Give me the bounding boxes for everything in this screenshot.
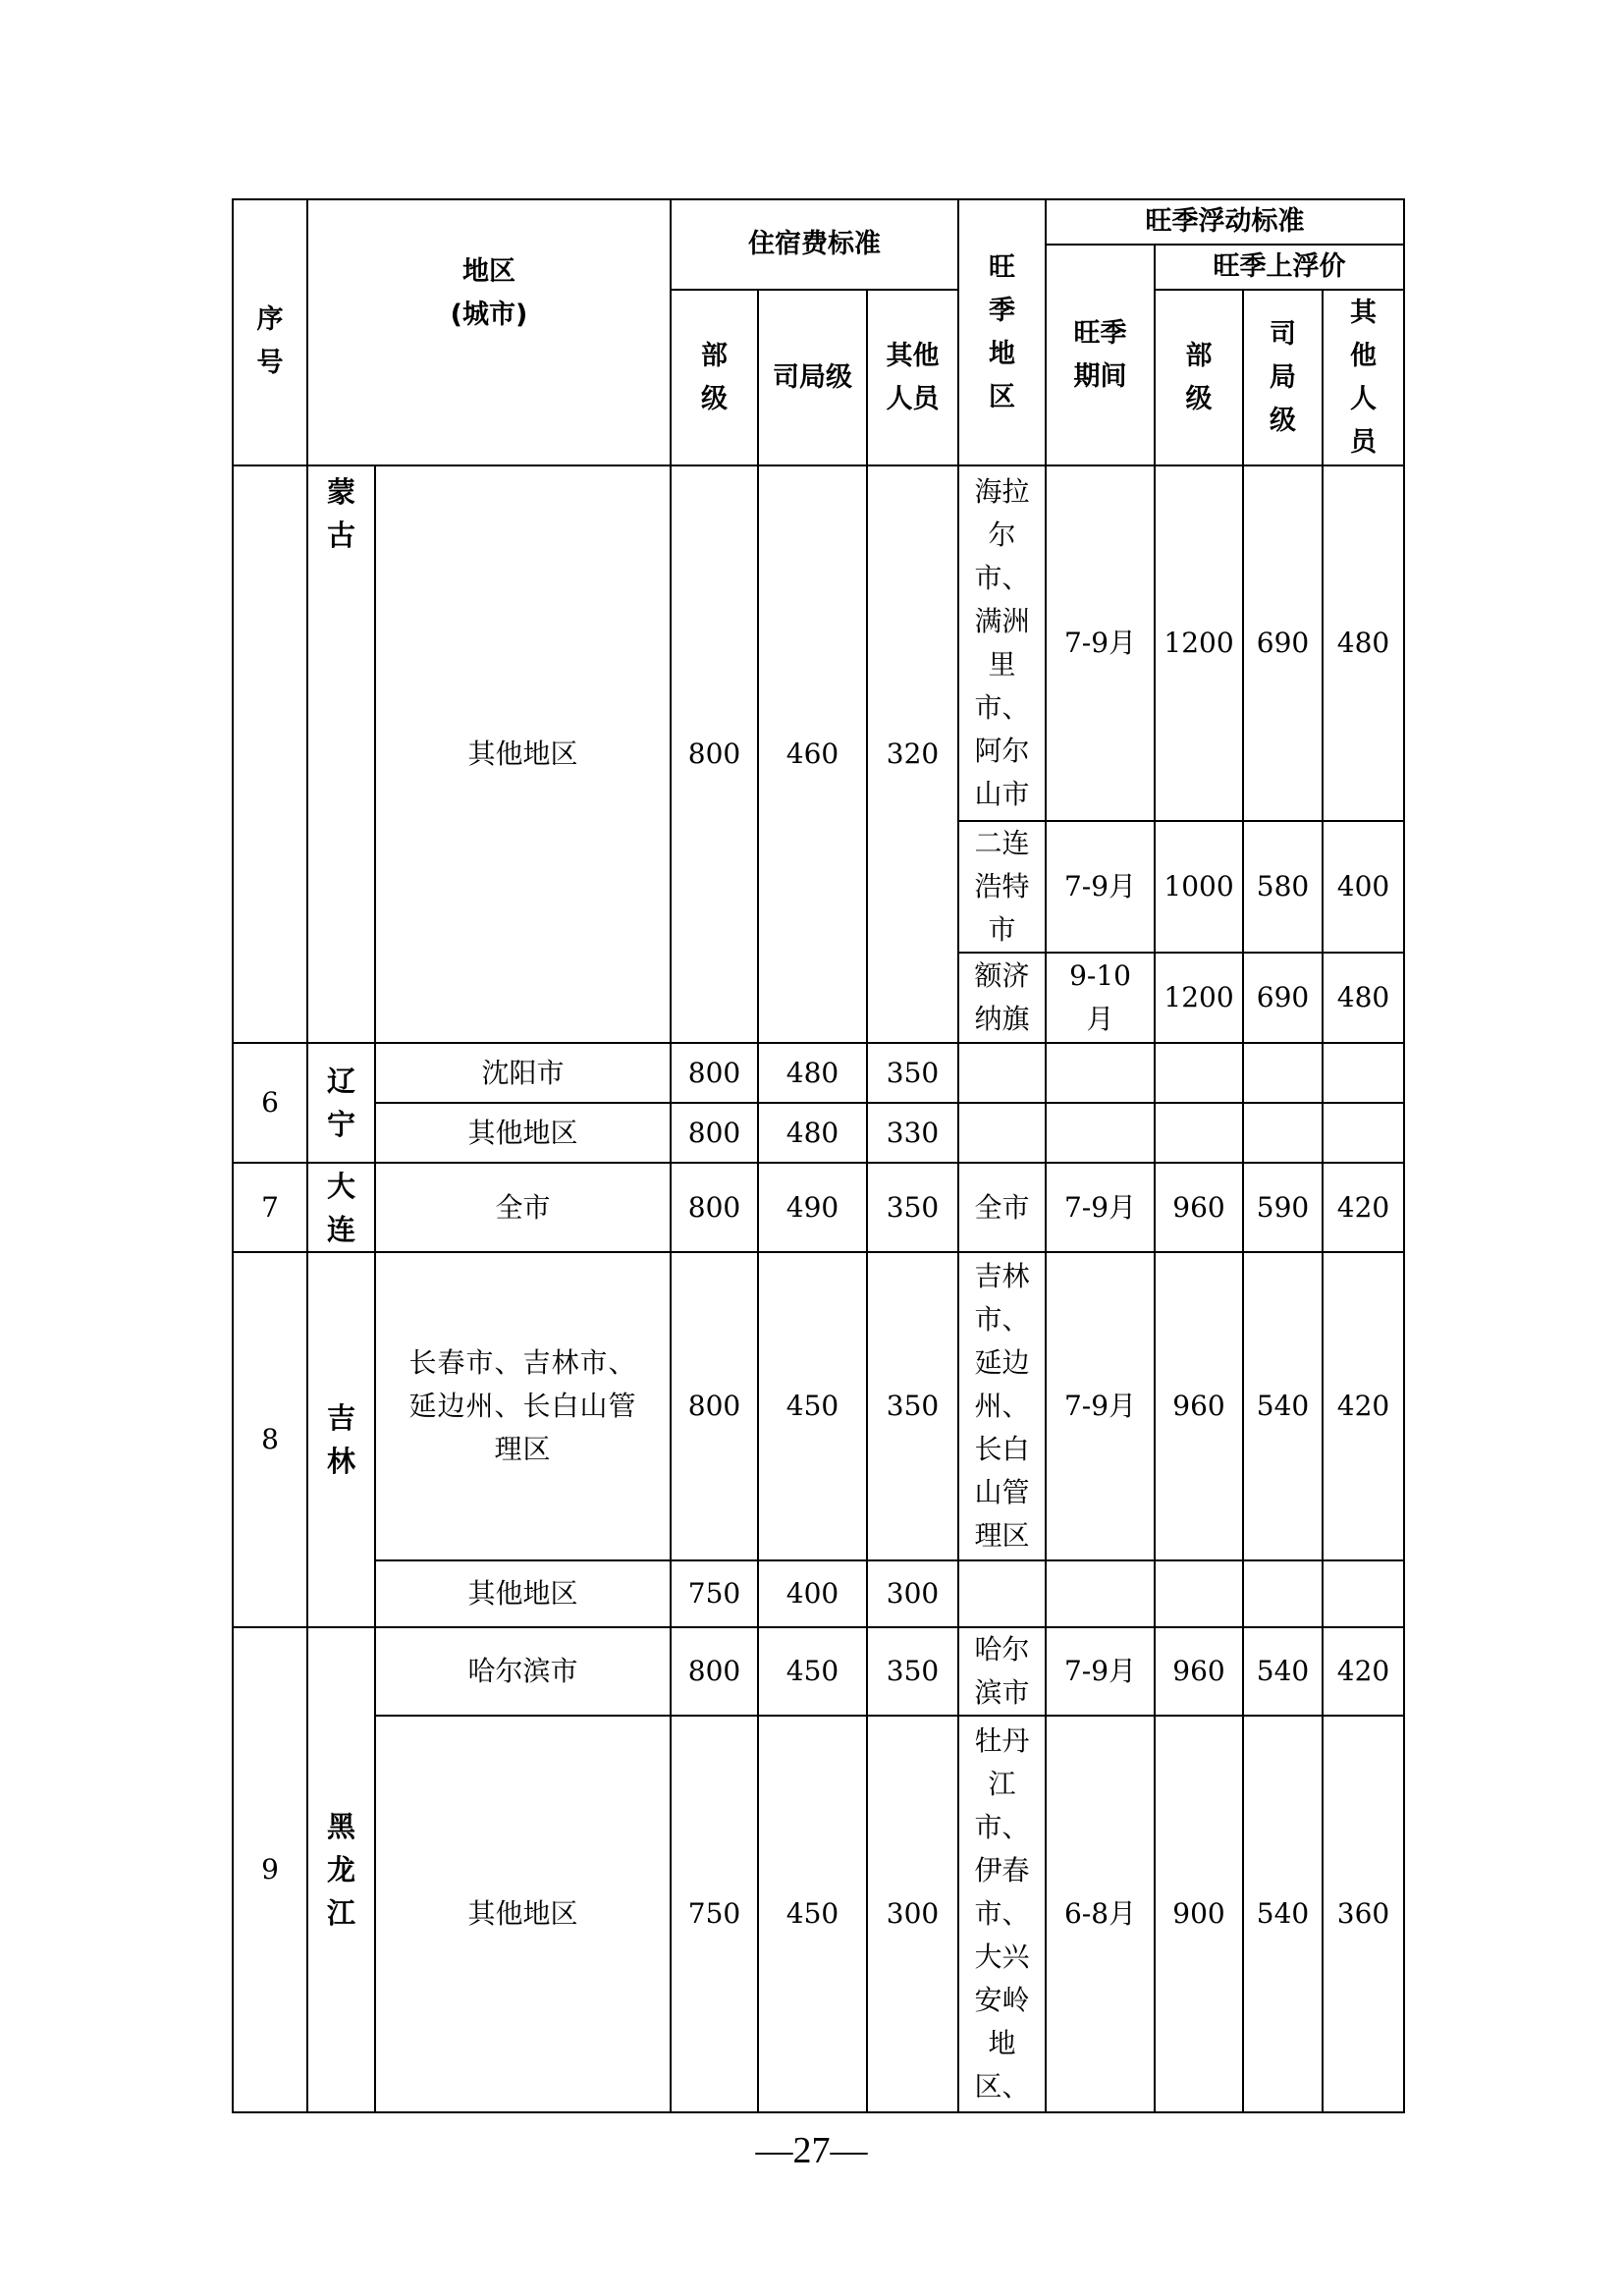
province-mongolia-text: 蒙古 — [326, 475, 355, 552]
peak-period-cell: 7-9月 — [1046, 1163, 1155, 1252]
header-sub-minister-text: 部级 — [1185, 340, 1213, 414]
peak-period-cell: 6-8月 — [1046, 1716, 1155, 2112]
province-dalian-text: 大连 — [326, 1169, 355, 1246]
header-peak-region-text: 旺季地区 — [989, 251, 1016, 412]
header-sub-minister — [1155, 290, 1243, 465]
bureau-cell: 450 — [758, 1627, 867, 1716]
province-jilin — [307, 1252, 375, 1627]
peak-bureau-cell: 590 — [1243, 1163, 1323, 1252]
peak-area-cell: 全市 — [958, 1163, 1046, 1252]
empty-cell — [1323, 1043, 1404, 1103]
region-cell: 其他地区 — [375, 465, 671, 1043]
bureau-cell: 480 — [758, 1103, 867, 1163]
province-heilongjiang-text: 黑龙江 — [326, 1810, 355, 1930]
province-dalian — [307, 1163, 375, 1252]
region-cell: 全市 — [375, 1163, 671, 1252]
seq-cell: 8 — [233, 1252, 307, 1627]
empty-cell — [958, 1043, 1046, 1103]
peak-area-text: 哈尔滨市 — [974, 1633, 1030, 1709]
minister-cell: 800 — [671, 1043, 758, 1103]
peak-area-text: 牡丹江市、伊春市、大兴安岭地区、 — [974, 1724, 1030, 2103]
empty-cell — [958, 1560, 1046, 1627]
minister-cell: 800 — [671, 1252, 758, 1560]
peak-minister-cell: 960 — [1155, 1252, 1243, 1560]
region-text: 长春市、吉林市、延边州、长白山管理区 — [408, 1346, 637, 1465]
peak-period-cell: 7-9月 — [1046, 465, 1155, 821]
peak-area-cell — [958, 953, 1046, 1043]
lodging-standard-table — [232, 198, 1405, 2113]
empty-cell — [1323, 1560, 1404, 1627]
header-others — [867, 290, 958, 465]
minister-cell: 800 — [671, 1627, 758, 1716]
peak-others-cell: 420 — [1323, 1627, 1404, 1716]
province-liaoning — [307, 1043, 375, 1163]
empty-cell — [1155, 1043, 1243, 1103]
seq-cell: 6 — [233, 1043, 307, 1163]
peak-area-cell — [958, 821, 1046, 953]
others-cell: 300 — [867, 1560, 958, 1627]
header-others-text: 其他人员 — [886, 340, 940, 414]
bureau-cell: 400 — [758, 1560, 867, 1627]
bureau-cell: 450 — [758, 1252, 867, 1560]
header-sub-others-text: 其他人员 — [1350, 297, 1378, 458]
peak-others-cell: 400 — [1323, 821, 1404, 953]
header-lodging-standard: 住宿费标准 — [671, 199, 958, 290]
empty-cell — [1243, 1560, 1323, 1627]
peak-period-cell — [1046, 953, 1155, 1043]
peak-period-cell: 7-9月 — [1046, 821, 1155, 953]
table-row — [233, 1627, 1404, 1716]
header-peak-period-text: 旺季期间 — [1073, 317, 1127, 392]
peak-area-cell — [958, 465, 1046, 821]
peak-period-cell: 7-9月 — [1046, 1627, 1155, 1716]
region-cell — [375, 1252, 671, 1560]
minister-cell: 750 — [671, 1716, 758, 2112]
region-cell: 其他地区 — [375, 1103, 671, 1163]
empty-cell — [1046, 1560, 1155, 1627]
peak-area-cell — [958, 1716, 1046, 2112]
others-cell: 350 — [867, 1252, 958, 1560]
peak-period-text: 9-10月 — [1069, 959, 1131, 1035]
bureau-cell: 450 — [758, 1716, 867, 2112]
peak-bureau-cell: 690 — [1243, 953, 1323, 1043]
peak-bureau-cell: 540 — [1243, 1716, 1323, 2112]
region-cell: 其他地区 — [375, 1716, 671, 2112]
bureau-cell: 490 — [758, 1163, 867, 1252]
minister-cell: 750 — [671, 1560, 758, 1627]
province-liaoning-text: 辽宁 — [326, 1065, 355, 1141]
minister-cell: 800 — [671, 465, 758, 1043]
peak-area-text: 额济纳旗 — [974, 959, 1030, 1035]
province-heilongjiang — [307, 1627, 375, 2112]
peak-bureau-cell: 540 — [1243, 1252, 1323, 1560]
peak-minister-cell: 1200 — [1155, 465, 1243, 821]
peak-others-cell: 360 — [1323, 1716, 1404, 2112]
header-seq-text: 序号 — [256, 304, 284, 378]
province-mongolia — [307, 465, 375, 1043]
table-row — [233, 1560, 1404, 1627]
others-cell: 350 — [867, 1163, 958, 1252]
peak-bureau-cell: 540 — [1243, 1627, 1323, 1716]
header-region — [307, 199, 671, 465]
seq-cell-empty — [233, 465, 307, 1043]
header-peak-region — [958, 199, 1046, 465]
header-sub-others — [1323, 290, 1404, 465]
peak-others-cell: 480 — [1323, 465, 1404, 821]
peak-others-cell: 480 — [1323, 953, 1404, 1043]
header-bureau — [758, 290, 867, 465]
seq-cell: 7 — [233, 1163, 307, 1252]
minister-cell: 800 — [671, 1103, 758, 1163]
peak-area-text: 海拉尔市、满洲里市、阿尔山市 — [974, 475, 1030, 810]
others-cell: 300 — [867, 1716, 958, 2112]
empty-cell — [958, 1103, 1046, 1163]
empty-cell — [1155, 1560, 1243, 1627]
peak-minister-cell: 1000 — [1155, 821, 1243, 953]
peak-area-text: 二连浩特市 — [974, 827, 1030, 946]
table-row — [233, 1163, 1404, 1252]
empty-cell — [1243, 1043, 1323, 1103]
header-sub-bureau-text: 司局级 — [1270, 318, 1297, 436]
peak-others-cell: 420 — [1323, 1163, 1404, 1252]
empty-cell — [1046, 1043, 1155, 1103]
others-cell: 320 — [867, 465, 958, 1043]
peak-minister-cell: 900 — [1155, 1716, 1243, 2112]
peak-minister-cell: 960 — [1155, 1163, 1243, 1252]
others-cell: 330 — [867, 1103, 958, 1163]
header-sub-bureau — [1243, 290, 1323, 465]
region-cell: 沈阳市 — [375, 1043, 671, 1103]
empty-cell — [1323, 1103, 1404, 1163]
others-cell: 350 — [867, 1627, 958, 1716]
header-bureau-text: 司局级 — [772, 361, 852, 393]
peak-area-cell — [958, 1627, 1046, 1716]
region-cell: 其他地区 — [375, 1560, 671, 1627]
peak-minister-cell: 960 — [1155, 1627, 1243, 1716]
empty-cell — [1155, 1103, 1243, 1163]
table-row — [233, 1043, 1404, 1103]
header-peak-float: 旺季浮动标准 — [1046, 199, 1404, 245]
province-jilin-text: 吉林 — [326, 1401, 355, 1478]
empty-cell — [1046, 1103, 1155, 1163]
header-peak-period — [1046, 245, 1155, 465]
header-region-line2: (城市) — [450, 299, 528, 330]
minister-cell: 800 — [671, 1163, 758, 1252]
table-row — [233, 465, 1404, 821]
table-row — [233, 1103, 1404, 1163]
table-row — [233, 1716, 1404, 2112]
region-cell: 哈尔滨市 — [375, 1627, 671, 1716]
peak-period-cell: 7-9月 — [1046, 1252, 1155, 1560]
seq-cell: 9 — [233, 1627, 307, 2112]
peak-bureau-cell: 580 — [1243, 821, 1323, 953]
table-row — [233, 1252, 1404, 1560]
others-cell: 350 — [867, 1043, 958, 1103]
bureau-cell: 480 — [758, 1043, 867, 1103]
empty-cell — [1243, 1103, 1323, 1163]
header-region-line1: 地区 — [462, 255, 515, 287]
peak-others-cell: 420 — [1323, 1252, 1404, 1560]
header-minister — [671, 290, 758, 465]
bureau-cell: 460 — [758, 465, 867, 1043]
header-peak-surcharge: 旺季上浮价 — [1155, 245, 1404, 290]
page-number: —27— — [755, 2130, 868, 2171]
peak-bureau-cell: 690 — [1243, 465, 1323, 821]
header-minister-text: 部级 — [701, 340, 728, 414]
peak-area-cell — [958, 1252, 1046, 1560]
header-seq — [233, 199, 307, 465]
peak-minister-cell: 1200 — [1155, 953, 1243, 1043]
peak-area-text: 吉林市、延边州、长白山管理区 — [974, 1260, 1030, 1552]
